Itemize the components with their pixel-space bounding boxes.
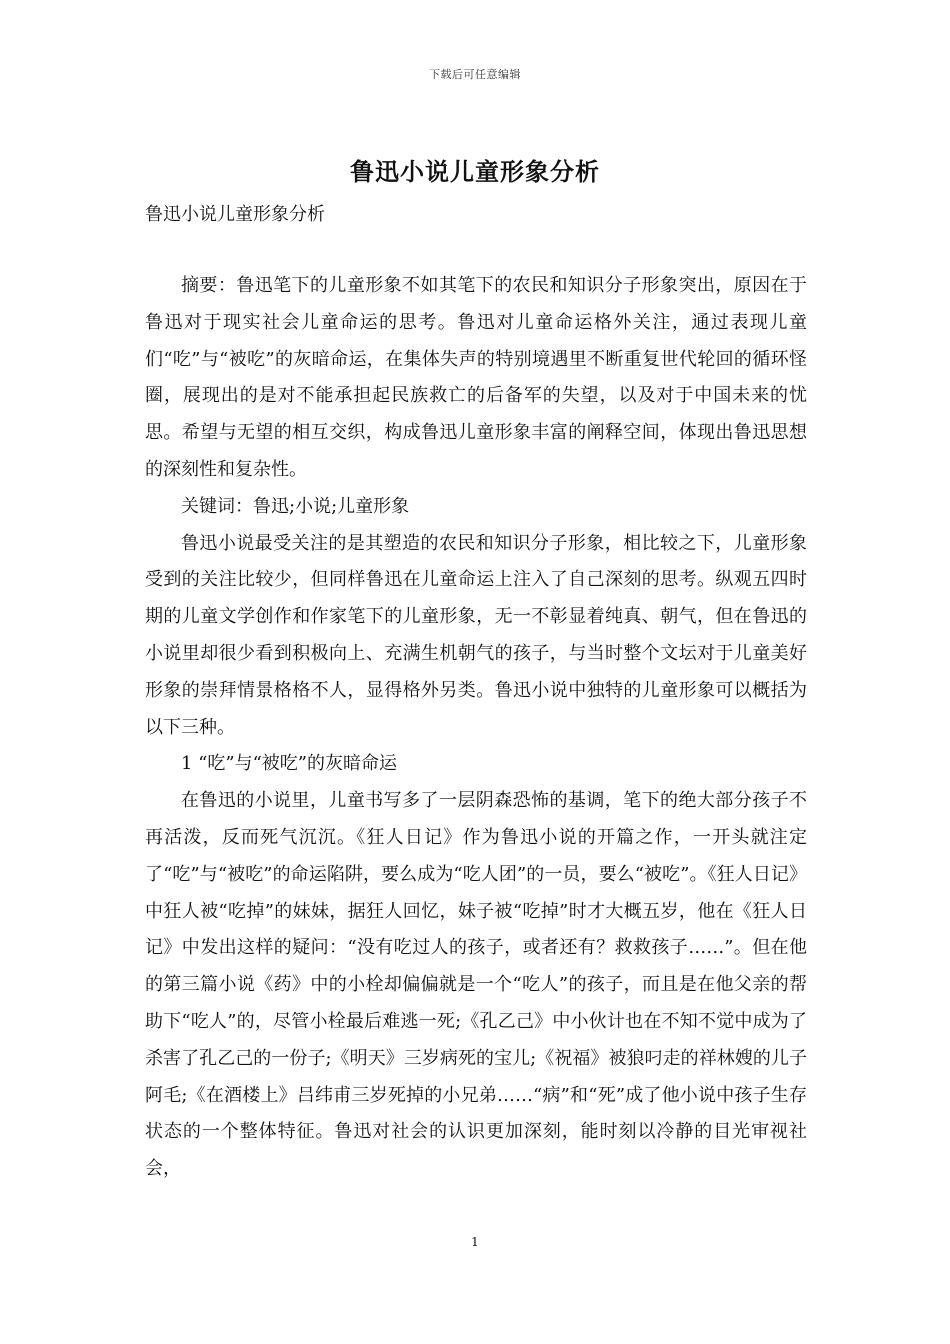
section-paragraph: 在鲁迅的小说里，儿童书写多了一层阴森恐怖的基调，笔下的绝大部分孩子不再活泼，反而死气沉沉。《狂人日记》作为鲁迅小说的开篇之作，一开头就注定了“吃”与“被吃”的命运陷阱，要么成为“吃人团”的一员，要么“被吃”。《狂人日记》中狂人被“吃掉”的妹妹，据狂人回忆，妹子被“吃掉”时才大概五岁，他在《狂人日记》中发出这样的疑问：“没有吃过人的孩子，或者还有？救救孩子……”。但在他的第三篇小说《药》中的小栓却偏偏就是一个“吃人”的孩子，而且是在他父亲的帮助下“吃人”的，尽管小栓最后难逃一死;《孔乙己》中小伙计也在不知不觉中成为了杀害了孔乙己的一份子;《明天》三岁病死的宝儿;《祝福》被狼叼走的祥林嫂的儿子阿毛;《在酒楼上》吕纬甫三岁死掉的小兄弟……“病”和“死”成了他小说中孩子生存状态的一个整体特征。鲁迅对社会的认识更加深刻，能时刻以冷静的目光审视社会， (145, 790, 807, 1180)
intro-paragraph: 鲁迅小说最受关注的是其塑造的农民和知识分子形象，相比较之下，儿童形象受到的关注比较少，但同样鲁迅在儿童命运上注入了自己深刻的思考。纵观五四时期的儿童文学创作和作家笔下的儿童形象，无一不彰显着纯真、朝气，但在鲁迅的小说里却很少看到积极向上、充满生机朝气的孩子，与当时整个文坛对于儿童美好形象的崇拜情景格格不人，显得格外另类。鲁迅小说中独特的儿童形象可以概括为以下三种。 (145, 532, 807, 738)
abstract-paragraph: 摘要：鲁迅笔下的儿童形象不如其笔下的农民和知识分子形象突出，原因在于鲁迅对于现实社会儿童命运的思考。鲁迅对儿童命运格外关注，通过表现儿童们“吃”与“被吃”的灰暗命运，在集体失声的特别境遇里不断重复世代轮回的循环怪圈，展现出的是对不能承担起民族救亡的后备军的失望，以及对于中国未来的忧思。希望与无望的相互交织，构成鲁迅儿童形象丰富的阐释空间，体现出鲁迅思想的深刻性和复杂性。 (145, 275, 807, 480)
header-note: 下载后可任意编辑 (429, 68, 521, 81)
keywords-paragraph: 关键词：鲁迅;小说;儿童形象 (181, 495, 410, 517)
page-number: 1 (471, 1235, 479, 1249)
document-body (145, 268, 807, 1188)
document-title: 鲁迅小说儿童形象分析 (350, 157, 600, 186)
document-subtitle: 鲁迅小说儿童形象分析 (145, 204, 325, 225)
section-heading: 1 “吃”与“被吃”的灰暗命运 (181, 753, 397, 775)
